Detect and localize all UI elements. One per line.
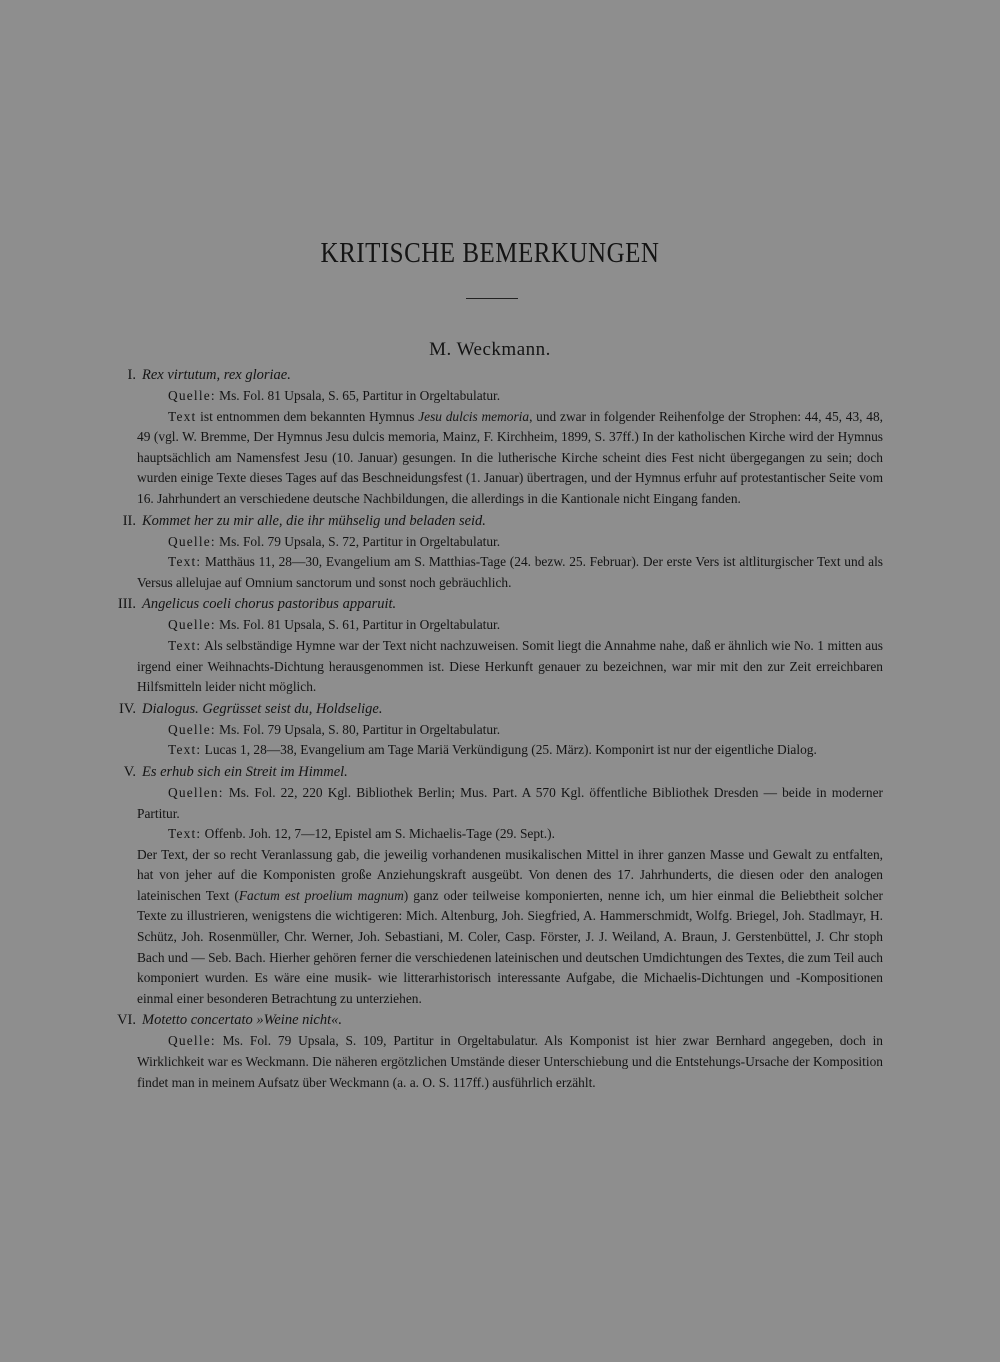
text-label: Text	[168, 408, 197, 424]
source-label: Quelle:	[168, 388, 216, 403]
entry-heading-5	[108, 762, 883, 783]
source-text: Ms. Fol. 81 Upsala, S. 61, Partitur in Orgeltabulatur.	[215, 617, 501, 633]
source-text: Ms. Fol. 81 Upsala, S. 65, Partitur in Orgeltabulatur.	[215, 388, 501, 403]
entry-source	[108, 615, 883, 636]
latin-title: Factum est proelium magnum	[238, 887, 404, 903]
text-label: Text:	[168, 742, 202, 758]
page-title: KRITISCHE BEMERKUNGEN	[320, 237, 660, 269]
text-part: Lucas 1, 28—38, Evangelium am Tage Mariä Verkündigung (25. März). Komponirt ist nur der eigentliche Dialog.	[201, 742, 817, 758]
entry-source	[108, 720, 883, 741]
entry-text	[108, 407, 883, 510]
entry-title: Rex virtutum, rex gloriae.	[142, 367, 291, 383]
entry-text	[108, 824, 883, 845]
source-label: Quelle:	[168, 1033, 216, 1049]
entry-discussion	[108, 845, 883, 1010]
entry-number: II.	[122, 512, 136, 529]
entry-title: Kommet her zu mir alle, die ihr mühselig und beladen seid.	[142, 512, 486, 529]
entry-text	[108, 740, 883, 761]
source-label: Quellen:	[168, 784, 224, 800]
title-rule	[466, 298, 518, 299]
text-label: Text:	[168, 826, 202, 842]
text-part: ist entnommen dem bekannten Hymnus	[196, 408, 419, 424]
source-label: Quelle:	[168, 617, 216, 633]
entry-source	[108, 1031, 883, 1093]
entry-text	[108, 636, 883, 698]
source-label: Quelle:	[168, 533, 216, 549]
text-part: Matthäus 11, 28—30, Evangelium am S. Matthias-Tage (24. bezw. 25. Februar). Der erste Vers ist altliturgischer Text und als Versus allelujae auf Omnium sanctorum und sonst noch gebräuchlich.	[137, 554, 883, 590]
entry-text	[108, 552, 883, 593]
source-text: Ms. Fol. 79 Upsala, S. 72, Partitur in Orgeltabulatur.	[215, 533, 501, 549]
entry-title: Es erhub sich ein Streit im Himmel.	[142, 763, 348, 780]
entry-source	[108, 386, 883, 407]
entry-heading-4	[108, 699, 883, 720]
entry-number: VI.	[117, 1012, 136, 1029]
entry-number: V.	[123, 763, 136, 780]
entry-heading-1	[108, 365, 883, 386]
entry-source	[108, 783, 883, 824]
text-label: Text:	[168, 554, 202, 570]
text-part: Als selbständige Hymne war der Text nicht nachzuweisen. Somit liegt die Annahme nahe, daß er ähnlich wie No. 1 mitten aus irgend einer Weihnachts-Dichtung herausgenommen ist. Diese Herkunft genauer zu bezeichnen, war mir mit den zur Zeit erreichbaren Hilfsmitteln leider nicht möglich.	[137, 637, 883, 695]
entry-number: III.	[117, 596, 136, 613]
entry-number: I.	[127, 367, 136, 383]
remarks-body	[108, 364, 883, 1093]
entry-heading-6	[108, 1010, 883, 1031]
text-part: , und zwar in folgender Reihenfolge der Strophen: 44, 45, 43, 48, 49 (vgl. W. Bremme, Der Hymnus Jesu dulcis memoria, Mainz, F. Kirchheim, 1899, S. 37ff.) In der katholischen Kirche wird der Hymnus hauptsächlich am Namensfest Jesu (10. Januar) gesungen. In die lutherische Kirche scheint dies Fest nicht übergegangen zu sein; doch wurden einige Texte dieses Tages auf das Beschneidungsfest (1. Januar) übertragen, und der Hymnus erfuhr auf protestantischer Seite vom 16. Jahrhundert an verschiedene deutsche Nachbildungen, die allerdings in die Kantionale nicht Eingang fanden.	[137, 408, 883, 506]
composer-heading: M. Weckmann.	[429, 339, 551, 360]
entry-title: Motetto concertato »Weine nicht«.	[142, 1012, 342, 1029]
text-label: Text:	[168, 637, 202, 653]
source-text: Ms. Fol. 79 Upsala, S. 80, Partitur in Orgeltabulatur.	[215, 721, 501, 737]
hymn-title: Jesu dulcis memoria	[418, 408, 530, 424]
entry-source	[108, 532, 883, 553]
entry-heading-3	[108, 594, 883, 615]
source-text: Ms. Fol. 22, 220 Kgl. Bibliothek Berlin; Mus. Part. A 570 Kgl. öffentliche Bibliothek Dresden — beide in moderner Partitur.	[137, 784, 883, 821]
entry-heading-2	[108, 511, 883, 532]
entry-title: Dialogus. Gegrüsset seist du, Holdselige.	[142, 700, 383, 717]
entry-number: IV.	[118, 700, 136, 717]
entry-title: Angelicus coeli chorus pastoribus apparuit.	[142, 596, 397, 613]
text-part: Der Text, der so recht Veranlassung gab, die jeweilig vorhandenen musikalischen Mittel in ihrer ganzen Masse und Gewalt zu entfalten, hat von jeher auf die Komponisten große Anziehungskraft ausgeübt. Von denen des 17. Jahrhunderts, die diesen oder den analogen lateinischen Text (	[137, 846, 883, 903]
source-text: Ms. Fol. 79 Upsala, S. 109, Partitur in Orgeltabulatur. Als Komponist ist hier zwar Bernhard angegeben, doch in Wirklichkeit war es Weckmann. Die näheren ergötzlichen Umstände dieser Unterschiebung und die Entstehungs-Ursache der Komposition findet man in meinem Aufsatz über Weckmann (a. a. O. S. 117ff.) ausführlich erzählt.	[137, 1033, 883, 1090]
text-part: ) ganz oder teilweise komponierten, nenne ich, um hier einmal die Beliebtheit solcher Texte zu illustrieren, wenigstens die wichtigeren: Mich. Altenburg, Joh. Siegfried, A. Hammerschmidt, Wolfg. Briegel, Joh. Stadlmayr, H. Schütz, Joh. Rosenmüller, Chr. Werner, Joh. Sebastiani, M. Coler, Casp. Förster, J. J. Weiland, A. Braun, J. Gerstenbüttel, J. Chr stoph Bach und — Seb. Bach. Hierher gehören ferner die verschiedenen lateinischen und deutschen Umdichtungen des Textes, die zum Teil auch komponiert wurden. Es wäre eine musik- wie litterarhistorisch interessante Aufgabe, die Michaelis-Dichtungen und -Kompositionen einmal einer besonderen Betrachtung zu unterziehen.	[137, 887, 883, 1006]
source-label: Quelle:	[168, 721, 216, 737]
text-part: Offenb. Joh. 12, 7—12, Epistel am S. Michaelis-Tage (29. Sept.).	[201, 826, 555, 842]
